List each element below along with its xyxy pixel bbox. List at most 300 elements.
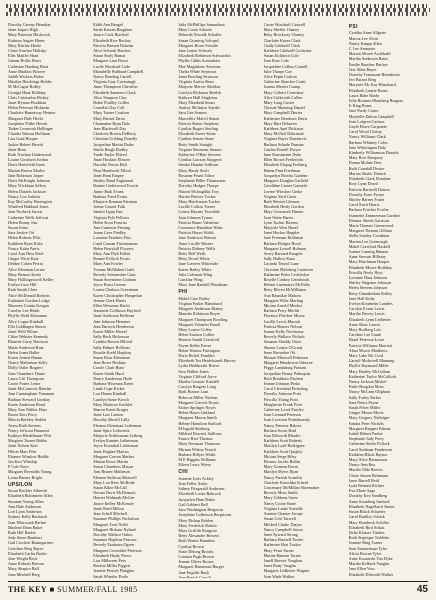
donor-name: Charlotte Kutschka Scheid xyxy=(263,479,308,485)
donor-name: Rosalie Krehl Hopkins xyxy=(93,349,132,355)
donor-name: M E Higgins Williams xyxy=(178,457,216,463)
donor-name: Nancy Mathieson Kelly xyxy=(8,360,48,366)
donor-name: Mary Benson Keele xyxy=(8,271,42,277)
donor-name: Sally Beck Hickerson xyxy=(93,334,130,340)
donor-name: Charlotte Hannaway Heimer xyxy=(8,110,56,116)
donor-name: Jeannette Zimmerman Gardner xyxy=(348,212,401,218)
donor-name: Janet Bowling Seymour xyxy=(178,74,219,80)
donor-name: Gail Gabbert Bell xyxy=(178,501,208,507)
donor-name: Caroline Lee Lamb xyxy=(348,332,381,338)
donor-name: Elizabeth Lynn Ledbetter xyxy=(348,316,391,322)
donor-name: Lucille Collins Turner xyxy=(178,204,216,210)
donor-name: Georgia Hunt Holliday xyxy=(8,89,47,95)
donor-name: Mary Griffith Bongwie xyxy=(178,527,217,533)
donor-name: Hazel Peterson Lowe xyxy=(348,337,385,343)
donor-name: Virginia Laske Swindle xyxy=(263,505,303,511)
donor-name: Carolyn Hickman Shields xyxy=(178,89,222,95)
donor-name: Avera Ruth Stevens xyxy=(8,422,41,428)
donor-name: F Cole Keys xyxy=(8,464,29,470)
donor-name: Mary Jane Randall Woodman xyxy=(178,282,228,288)
donor-name: Eleanor Kleinman Lederman xyxy=(93,422,142,428)
donor-name: Sandra Lipps Fan xyxy=(93,209,123,215)
donor-name xyxy=(349,577,428,578)
donor-name: Jacqueline Martin Drake xyxy=(93,141,135,147)
donor-name: Marion Moore Archibald xyxy=(348,51,391,57)
donor-name: Nancy McLean Oliphant xyxy=(348,389,390,395)
donor-name: Margaret Wiltz Marling xyxy=(263,297,304,303)
donor-name: Marine Hansen Turner xyxy=(263,552,302,558)
donor-name: Mary Campbell Davies xyxy=(263,110,303,116)
donor-name: Stephanie Hiller Thomasson xyxy=(178,178,226,184)
donor-name: Doris Rickel Franklin xyxy=(178,353,215,358)
donor-name: Janet Spiro Leibowitz xyxy=(93,427,130,433)
donor-name: Kathleen Apel Dickison xyxy=(263,126,304,132)
donor-name: Deborah Nowalk Schaffer xyxy=(178,32,222,38)
donor-name: Sharon Louise O'Grady xyxy=(263,344,303,350)
donor-name: Ruth Smith Chen xyxy=(8,287,37,293)
donor-name: Caroline Wing xyxy=(178,276,203,282)
donor-name: Bonnie Underwood Everitt xyxy=(93,183,139,189)
donor-name: Evelyn Kamins Leiberman xyxy=(93,438,138,444)
decorative-border xyxy=(6,4,430,16)
donor-name: Susie Delong Brooks xyxy=(178,548,214,554)
donor-name: Janet Ward Milton xyxy=(93,505,124,511)
donor-name: Susan Kline McCall xyxy=(93,485,127,491)
donor-name: Evelyn Luce Hill xyxy=(8,282,37,288)
donor-name: Elizabeth Summers Clark xyxy=(93,89,136,95)
donor-name: Kay McCarthy Harrington xyxy=(8,198,52,204)
donor-name: Karen Anderson Bond xyxy=(8,401,45,407)
donor-name: Sandra Hamlin Sullivan xyxy=(178,162,219,168)
donor-name: Sandra Peter Nichols xyxy=(348,420,384,426)
donor-name: Claudia Watson Hoffman xyxy=(8,131,51,137)
donor-name: Jacqueline Boney Palmquist xyxy=(263,370,311,376)
column-5 xyxy=(349,22,428,578)
donor-name: Janet McCormick Hamlin xyxy=(8,386,51,392)
donor-name: Elizabeth Healy Gordon xyxy=(263,204,304,210)
donor-name: Sara Gee Somers xyxy=(178,110,207,116)
donor-name: Janet Jaques High xyxy=(8,27,38,33)
donor-name: Betty Dowd White xyxy=(178,256,210,262)
donor-name: Mary Newman Thomson xyxy=(178,441,220,447)
donor-name: Elizabeth Rubinstein Allen xyxy=(8,493,53,499)
donor-name: Ruth Stepfeger Trebbles xyxy=(348,535,390,541)
donor-name: Catherine Wells Jeffcoat xyxy=(8,214,49,220)
donor-name: Ann Hale Anderson xyxy=(8,503,41,509)
donor-name: Betty Alexander Bowers xyxy=(178,533,220,539)
donor-name: Virginia Simmons Strauss xyxy=(178,146,222,152)
donor-name: Alma Morris Matthews xyxy=(348,347,388,353)
donor-name: Doris McKnight Johnson xyxy=(8,178,50,184)
donor-name: Patricia Hayes Walsh xyxy=(178,230,214,236)
donor-name: Nancy Campbell Stowe xyxy=(263,526,303,532)
donor-name: Mary Ann Flyk Follett xyxy=(93,250,131,256)
donor-name: Ellen Brown Fredericks xyxy=(263,157,304,163)
donor-name: Bobie Findley Collier xyxy=(93,100,130,106)
donor-name: Eunice Rice Thomas xyxy=(178,436,213,442)
donor-name: Janet Nelson Kerr xyxy=(8,443,38,449)
donor-name: Mary Sheffer Chaney xyxy=(263,27,300,33)
donor-name: Mary Gregory Naffziger xyxy=(348,415,390,421)
donor-name: Donna Moline Dew xyxy=(348,160,382,166)
donor-name: Rory Lynn Dowd xyxy=(348,181,378,187)
donor-name: Betty Bliven McWilliams xyxy=(263,287,307,293)
donor-name: Karen Jensen Hamm xyxy=(8,355,43,360)
donor-name: Katherine Hart Tucker xyxy=(263,542,301,548)
donor-name: Katherine Pettis Lecklecker xyxy=(263,271,310,277)
donor-name: Bernice Smith Crawford xyxy=(178,337,220,343)
donor-name: Carole Clark Hunt xyxy=(93,365,124,371)
donor-name: Maybelle Dalton Campbell xyxy=(348,113,394,119)
donor-name: Barbara Hodges Hood xyxy=(263,240,301,246)
donor-name: Marjorie Mc Kay Blanchard xyxy=(348,82,396,88)
donor-name: Nancy Sanderson Hyde xyxy=(93,375,133,381)
donor-name: Jane Robinson Jasper xyxy=(8,172,44,178)
donor-name: Jean Lofgren Carlson xyxy=(348,118,385,124)
donor-name: Mae Magdalene Sessions xyxy=(178,63,221,69)
donor-name: Mary Elizabeth Smart xyxy=(178,100,215,106)
donor-name: Sara Walker Jones xyxy=(178,368,209,374)
donor-name: Katherine Taylor McCulloch xyxy=(348,373,397,379)
donor-name: Marjorie Schlossman Leiberg xyxy=(93,433,143,439)
donor-name: Eva Marie Sage xyxy=(348,488,376,494)
donor-name: Carolyn Burgess Long xyxy=(178,384,216,390)
donor-name: Ann Raunikar Malsow xyxy=(263,292,302,298)
donor-name: Patricia Dabney Wells xyxy=(178,245,216,251)
donor-name: Janet Ayward Strong xyxy=(263,531,298,537)
donor-name: Ginger Wirtz Katz xyxy=(8,256,39,262)
donor-name: Mary McNeil Dobrinski xyxy=(263,131,304,137)
donor-name: Marion Lee Greenough xyxy=(348,238,388,244)
donor-name: Ellis Mailler Hunt xyxy=(8,53,39,59)
donor-name: Carol Wood Christy xyxy=(348,129,382,135)
donor-name: Dorothy Tomasone Beardmore xyxy=(348,72,400,78)
donor-name: Janet Law Lamon xyxy=(93,412,123,418)
donor-name: Margaret Schaefer Brazil xyxy=(178,321,221,327)
donor-name: Rosetta Miller Piggott xyxy=(93,563,131,569)
donor-name: Dorothy Merrill Lally xyxy=(93,417,130,423)
donor-name: Margherite Fronk Price xyxy=(263,401,303,407)
donor-name: Elizabeth Dilworth Walker xyxy=(348,571,394,577)
donor-name: Helen Jones Haller xyxy=(8,349,40,355)
donor-name: Mary Lou Rees McBride xyxy=(93,479,135,485)
donor-name: Joanne Lansing Hansen xyxy=(348,248,389,254)
donor-name: Mary Rice Dempsey xyxy=(348,155,384,161)
donor-name: Susan Cole Tarwell xyxy=(263,516,296,522)
donor-name: Helen Stanton Collier xyxy=(178,332,215,338)
donor-name: Margaret Lowell Holman xyxy=(263,245,306,251)
donor-name: Elizabeth Lanzie Burns xyxy=(348,87,388,93)
donor-name: Ella Goldhagen Simon xyxy=(8,323,46,329)
donor-name: Janet Anderson Hefferan xyxy=(93,313,135,319)
donor-name: Phyllis Gibbs Scrimshaw xyxy=(178,58,221,64)
donor-name: Mabel Case Bailey xyxy=(178,295,210,301)
donor-name: Margaret Henderson Osborne xyxy=(263,360,313,366)
donor-name: Martha Ohle Reeves xyxy=(348,467,383,473)
donor-name: Barbara Hartzell Tucker xyxy=(263,537,304,543)
donor-name: Jeanette Letts Ackley xyxy=(178,475,214,481)
donor-name: Nancy Knapp Allen xyxy=(348,40,382,46)
donor-name: Sharon Ennis Kruger xyxy=(93,407,129,413)
donor-name: Elizabeth Locke Babcock xyxy=(178,491,221,497)
donor-name: Miriam Arnold Meeker xyxy=(263,302,303,308)
donor-name: Virginia Buyer Dondarvis xyxy=(263,136,307,142)
donor-name: Janet Hocker Heppler xyxy=(263,230,300,236)
donor-name: Mary Lake Mc Cord xyxy=(348,353,383,358)
donor-name: Susan Sorenstein Graham xyxy=(93,276,136,282)
donor-name: Blanche Robinson Boyer xyxy=(178,311,220,317)
donor-name: Ann Cameron Fessing xyxy=(93,224,131,230)
donor-name: Evelyn Kronheim Landers xyxy=(348,300,393,306)
donor-name: M McCague Ridley xyxy=(8,84,41,90)
donor-name: Laura Gift Thompson xyxy=(8,375,45,381)
donor-name: Esther Springer Noyes xyxy=(178,405,216,411)
donor-name: Helene Hamilton Stafford xyxy=(178,420,222,426)
donor-name: Joanne Hollis Hurst xyxy=(8,58,41,64)
donor-name: Susan Rose Kleinman xyxy=(93,355,130,360)
donor-name: Alice Kleeman Lerner xyxy=(8,266,45,272)
donor-name: Mary Greenwalt Harner xyxy=(263,209,304,215)
donor-name: Kathleen Black Raynor xyxy=(348,451,388,457)
donor-name: Beverly Wallace Nichols xyxy=(263,334,305,340)
donor-name: Joan Leonard Peterson xyxy=(263,412,302,418)
donor-name: Patricia Hartwell Dutton xyxy=(348,186,390,192)
donor-name: Hanna Finn Friedman xyxy=(263,167,300,173)
donor-name: Manabelle Hubbard Campbell xyxy=(93,68,144,74)
donor-name: Barbara Hillyer Walsh xyxy=(178,451,216,457)
donor-name: Mary Frederick Bolton xyxy=(178,522,217,528)
donor-name: Margaret Anderson Blaney xyxy=(178,306,224,312)
donor-name: Susan Eichhorn Cole xyxy=(263,53,299,59)
donor-name: Margaret Hammons Burger xyxy=(178,564,224,570)
donor-name: Carol Burkley Schick xyxy=(348,514,385,520)
donor-name: Susanne Young Allen xyxy=(8,498,44,504)
donor-name: Dorothy Johnson Pratt xyxy=(263,391,301,397)
donor-name: Virginia Pyle Fellows xyxy=(93,214,130,220)
donor-name: Mabel Crawford Haskell xyxy=(348,243,390,249)
donor-name: Priscilla Young Pratt xyxy=(263,396,298,402)
donor-name: Claire Jensen Rehmann xyxy=(348,472,388,478)
donor-name: Jane Anderson Watson xyxy=(178,235,216,241)
donor-name: Janice Kelley McKenzie xyxy=(93,500,134,506)
donor-name: Ruth Huston Lunt xyxy=(178,389,209,395)
donor-name: Mary Marlowe Koehler xyxy=(93,401,133,407)
donor-name: Alice Simpson Clay xyxy=(93,94,127,100)
donor-name: Sally Turley Parker xyxy=(348,394,382,400)
donor-name: Jean Schell Mitchell xyxy=(93,511,128,517)
donor-name: Laura Bohe Brady xyxy=(348,92,380,98)
donor-name: Margaret Dale Hecht xyxy=(8,115,43,121)
donor-name: Tinker Lesnovak Hollinger xyxy=(8,126,53,132)
donor-name: Susan Jones xyxy=(8,224,29,230)
donor-name: Nancy Jeffcoat Haasnoot xyxy=(8,427,50,433)
donor-name: Mary Turner Coulson xyxy=(93,110,130,116)
donor-name: Barrie Kerr Perry xyxy=(8,412,37,418)
donor-name: Kathryn Angier Hines xyxy=(8,37,45,43)
donor-name: Trude Taylor Eldred xyxy=(93,152,127,158)
donor-name: Christine Myhrberg Lauritsen xyxy=(263,266,313,272)
donor-name: Lou Hanna Kimball xyxy=(93,391,127,397)
donor-name: Miriam Wilson Veatch xyxy=(178,446,216,452)
donor-name: Shirley Barnes Foster xyxy=(348,196,385,202)
donor-name: June Kunstmann Dyke xyxy=(263,152,302,158)
donor-name: Margaret Trott Nield xyxy=(93,521,128,527)
donor-name: Karen Miller Herzel xyxy=(93,328,127,334)
donor-name: Teri Allen Bayer xyxy=(348,66,377,72)
donor-name: Virginia Parker Blanchard xyxy=(178,300,222,306)
donor-name: Bonnie Pollock Foster xyxy=(93,256,131,262)
donor-name: Marjorie Mercer Sheldon xyxy=(178,84,221,90)
donor-name: Joan Johnson Tymas xyxy=(178,214,213,220)
donor-name: Suzanne Phillips Nicholson xyxy=(93,516,139,522)
donor-name: Jeanne Clark Harris xyxy=(93,297,127,303)
donor-name: Martha Anderson Bates xyxy=(348,56,388,62)
donor-name: Marjorie West Hazel xyxy=(263,224,298,230)
donor-name: Barbara Schade Duncan xyxy=(263,141,304,147)
donor-name: Anne Lucille Warner xyxy=(178,240,214,246)
donor-name: Barbara Fried Evans xyxy=(93,193,128,199)
donor-name: Edith Ann Bengel xyxy=(93,22,123,27)
donor-name: Mary Bishop Bohlen xyxy=(178,517,214,523)
donor-name: Jane Lauter Schwab xyxy=(178,48,212,54)
donor-name: Norma Davis McDermott xyxy=(93,490,136,496)
donor-name: Mary Alice Rasmussen xyxy=(348,457,388,463)
donor-name: Lisa Milhoven Peto xyxy=(93,557,126,563)
donor-name: Sara Justice Ott xyxy=(8,230,35,236)
donor-name: Nancy Ann Rea xyxy=(348,462,375,468)
donor-name: Marie Anderson Ruiz xyxy=(8,344,44,350)
donor-name: Jean Dilworth Rhodes xyxy=(263,433,301,439)
donor-name: Joan Waite Harris xyxy=(263,214,294,220)
donor-name: Sarah Wheeler Poole xyxy=(93,573,129,578)
donor-name: Alice Pepin Crafton xyxy=(263,74,297,80)
donor-name: Janell Brewer Vaughan xyxy=(263,557,302,563)
donor-name: Irene Brownlee Ott xyxy=(263,349,296,355)
donor-name: Janet Hyman Houlihan xyxy=(8,100,47,106)
donor-name: Margaret Giersch Noyes xyxy=(178,399,219,405)
donor-name: Betty Brockway Chaney xyxy=(263,32,305,38)
donor-name: Margaret Ledbetter Wagner xyxy=(263,568,310,574)
donor-name: Margaret Thomas Gilliam xyxy=(348,228,392,234)
donor-name: Alice Schwab Boichot xyxy=(93,48,131,54)
donor-name: Marcia Berkley Stubbs xyxy=(8,417,47,423)
donor-name: Margaret Mason Smith xyxy=(178,415,217,421)
donor-name: Margaret Douglas Garfield xyxy=(263,178,309,184)
donor-name: Doris Hartsfield Jones xyxy=(8,162,46,168)
donor-name: Beverly Fairbairn Ogren xyxy=(93,542,134,548)
donor-name: Mary Hartley McCollom xyxy=(348,368,391,374)
donor-name: Helen Stevens Johnson xyxy=(348,285,388,291)
donor-name: Margaret Coverdale Peterson xyxy=(93,547,142,553)
donor-name: Alicia Bowne Tyler xyxy=(348,550,382,556)
donor-name: Jeanne Johnson Perko xyxy=(263,381,301,387)
donor-name: Mary Rodberg Leis xyxy=(348,326,382,332)
column-4 xyxy=(264,22,343,578)
donor-name: Kathleen Caldwell Cochrane xyxy=(263,48,312,54)
donor-name: Fayne Keller Farrar xyxy=(178,342,212,348)
donor-name: Joan Wade Walker xyxy=(263,573,295,578)
donor-name: Sheila Bergh Dudley xyxy=(93,146,128,152)
donor-name: Josephine Culberson Bergstrom xyxy=(178,512,232,518)
donor-name: Mary Wickham Jeffery xyxy=(8,183,47,189)
donor-name: Ginger Moore Myrie xyxy=(348,410,384,416)
donor-name: Margaret Hickam Nyland xyxy=(93,526,136,532)
donor-name: Christine Golding Donelly xyxy=(93,136,138,142)
donor-name: Jane Ellen Voss xyxy=(348,566,375,572)
donor-name: Ruth Weston Gleason xyxy=(263,198,300,204)
donor-name: Nancy Williams Clark xyxy=(348,134,386,140)
donor-name: Phyllis Wold Kleinman xyxy=(8,313,47,319)
donor-name: Jeanne Kelly Newhouse xyxy=(263,328,304,334)
donor-name: Martha Gessner Kandell xyxy=(178,379,219,385)
donor-name: Joan Mitchell Berg xyxy=(8,571,40,577)
donor-name: Maureen Cronin Keegan xyxy=(8,302,49,308)
donor-name: Marilyn Hutchings Holder xyxy=(8,79,52,85)
donor-name: Julia McPhillips Samuelson xyxy=(178,22,225,27)
donor-name: Jeannie Pietsch Plaugher xyxy=(93,568,135,574)
donor-name: Carolyn Lee Heath xyxy=(8,308,40,314)
chapter-heading: PSI xyxy=(348,24,358,30)
donor-name: Helen Roberts Ellis xyxy=(8,235,41,241)
donor-name: Gretchen Berg Bayer xyxy=(8,545,44,551)
donor-name: Marcellite Mulvil Staton xyxy=(178,115,220,121)
donor-name: Helen Hayes Oakland xyxy=(178,410,215,416)
donor-name: Helen Peterson Hickman xyxy=(8,105,50,111)
donor-name: Mary Long Custer xyxy=(263,100,295,106)
donor-name: Sarah Felter Miller xyxy=(348,405,381,411)
donor-name: Nancy Parrish Scantlin xyxy=(263,474,302,480)
donor-name: Cynthia Anne Allgeier xyxy=(348,30,387,36)
donor-name: Margaret Turner Hobbs xyxy=(8,438,48,444)
donor-name: Rebecca Miller Nielsen xyxy=(178,394,218,400)
donor-name: Karen Christopher Haegerlan xyxy=(93,292,142,298)
donor-name: Miriam Serge Riley xyxy=(263,453,297,459)
donor-name: Dolly Ostler Bogaert xyxy=(8,365,43,371)
donor-name: Carol Ann Hess Petel xyxy=(8,250,44,256)
donor-name: Patricia Staten Stephens xyxy=(178,120,219,126)
donor-name: Sally Palmer Hollister xyxy=(93,344,131,350)
donor-name: Maxine Maxwell Pedersen xyxy=(263,355,308,360)
donor-name: Karen Smith Hurd xyxy=(93,370,124,376)
donor-name: Ruth Truchan Underwood xyxy=(8,152,52,158)
donor-name: Janice Cook Bischoff xyxy=(93,32,129,38)
donor-name: Marian Rowe Martin xyxy=(93,459,129,465)
donor-name: Lorenza Pugh Brown xyxy=(178,553,214,559)
donor-name: Barbara Fritcher Fowler xyxy=(348,207,389,213)
donor-name: C Lee Ammeter xyxy=(348,46,376,52)
donor-name: Lyda Bennett Richter xyxy=(348,483,385,489)
donor-name: Lydia Heddweski Hoeve xyxy=(178,363,220,369)
donor-name: Barbara Whitney Coles xyxy=(348,139,388,145)
donor-name: Roselle Conkey Leimbrook xyxy=(263,276,310,282)
donor-name: Catherine Harding Hiatt xyxy=(8,63,49,69)
donor-name: Judith Wickers Hulse xyxy=(8,74,44,80)
donor-name: Shirley Ruud Engstrand xyxy=(93,178,133,184)
donor-name: Virginia Clifford Joyce xyxy=(178,373,217,379)
donor-name: Mary Shapiro Bell xyxy=(8,566,39,572)
column-1 xyxy=(8,22,87,578)
donor-name: Charlotte Keyes Clark xyxy=(263,37,301,43)
donor-name: Carter Woodruff Caswell xyxy=(263,22,306,27)
donor-name: Helen Daniels Jackson xyxy=(8,188,46,194)
donor-name: Martha Kelbeck Vaughn xyxy=(348,561,390,567)
donor-name xyxy=(8,577,87,578)
donor-name: Eileen Leary Wiese xyxy=(178,462,211,468)
donor-name: Nancy Crone Stone xyxy=(263,500,296,506)
donor-name: Peggy Landsburg Paesani xyxy=(263,365,307,371)
donor-name: Carroll Mcdowell Manning xyxy=(348,358,395,364)
honor-roll-columns xyxy=(8,22,428,578)
